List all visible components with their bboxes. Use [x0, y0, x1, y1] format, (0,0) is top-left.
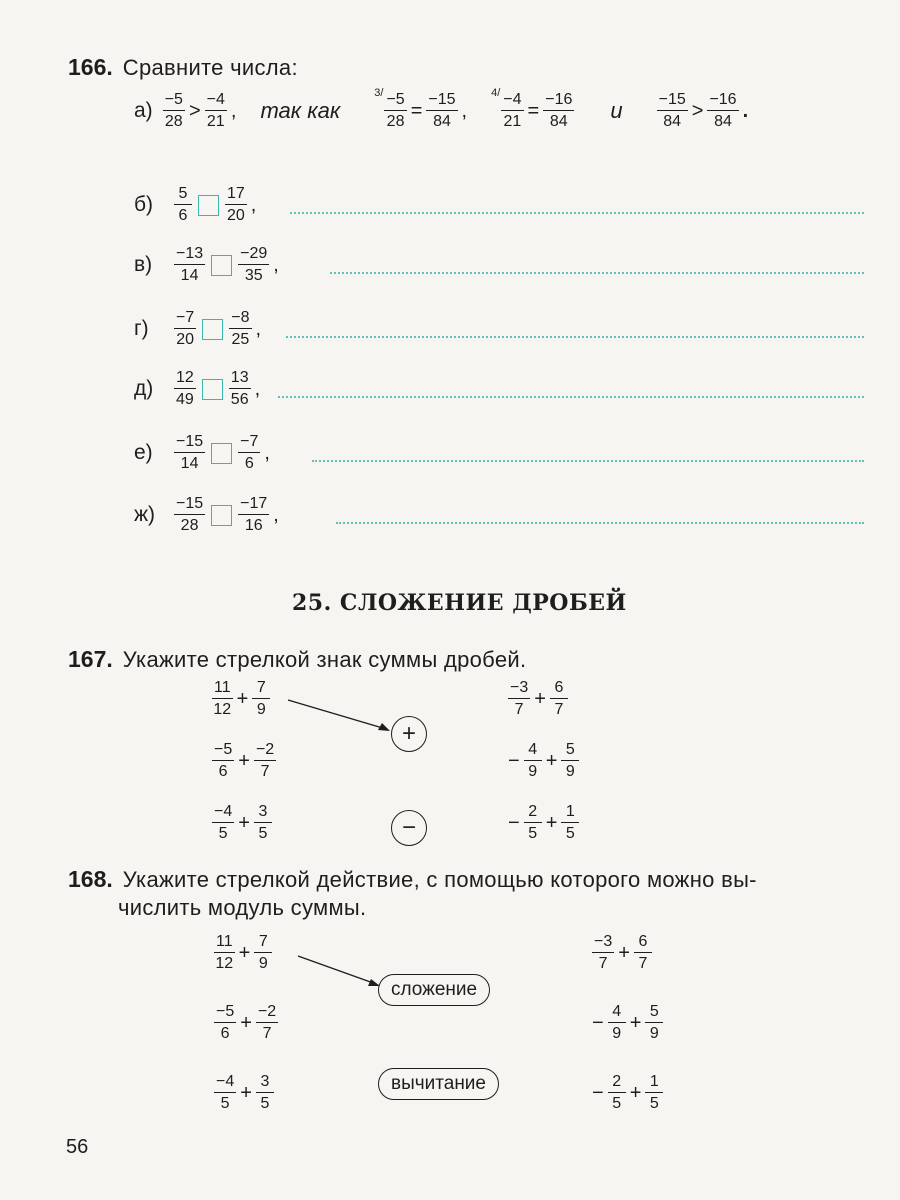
plus-sign: + [240, 1081, 252, 1104]
ex166-item [134, 434, 274, 472]
compare-sign: > [188, 99, 201, 122]
fraction: $\frac{-4}{5}$ [214, 803, 233, 842]
fraction: $\frac{-4}{5}$ [216, 1073, 235, 1112]
plus-sign: + [238, 811, 250, 834]
plus-sign: + [238, 941, 251, 964]
fraction: $\frac{-4}{21}$ [206, 91, 225, 130]
fraction: $\frac{-17}{16}$ [240, 495, 268, 534]
fraction: $\frac{-8}{25}$ [231, 309, 250, 348]
plus-sign: + [238, 749, 250, 772]
item-label: е) [134, 441, 153, 464]
reason-text: так как [260, 98, 341, 123]
answer-line[interactable] [278, 396, 864, 398]
ex166-item [134, 496, 283, 534]
comma: , [273, 253, 279, 276]
plus-sign: + [534, 687, 546, 710]
ex168-arrow [296, 954, 386, 994]
fraction: $\frac{-5}{6}$ [216, 1003, 235, 1042]
plus-sign: + [240, 1011, 252, 1034]
ex166-item [134, 370, 264, 408]
fraction: $\frac{11}{12}$ [215, 933, 234, 972]
page-number: 56 [66, 1136, 89, 1158]
multiplier: 4/ [491, 87, 501, 99]
sum-expression[interactable] [508, 742, 579, 780]
sum-expression[interactable] [508, 804, 579, 842]
ex168-header [68, 866, 757, 921]
unary-minus: − [592, 1011, 604, 1034]
fraction: $\frac{-2}{7}$ [257, 1003, 277, 1042]
fraction: $\frac{-4}{21}$ [503, 91, 522, 130]
comma: , [254, 377, 261, 400]
fraction: $\frac{-29}{35}$ [240, 245, 268, 284]
fraction: $\frac{-13}{14}$ [176, 245, 204, 284]
fraction: $\frac{17}{20}$ [227, 185, 245, 224]
equals-sign: = [410, 99, 423, 122]
fraction: $\frac{1}{5}$ [645, 1074, 663, 1112]
fraction: $\frac{6}{7}$ [550, 680, 568, 718]
plus-sign: + [545, 749, 558, 772]
addition-target[interactable]: сложение [378, 974, 490, 1006]
comparison-answer-box[interactable] [211, 505, 232, 526]
sum-expression[interactable] [592, 1074, 663, 1112]
ex166-item [134, 186, 260, 224]
comma: , [255, 317, 262, 340]
fraction: $\frac{5}{6}$ [174, 186, 192, 224]
item-label: б) [134, 193, 154, 216]
ex166-title: Сравните числа: [122, 54, 298, 80]
sum-expression[interactable] [214, 1004, 278, 1042]
comma: , [230, 99, 237, 122]
fraction: $\frac{-3}{7}$ [594, 933, 613, 972]
comma: , [273, 503, 279, 526]
subtraction-target[interactable]: вычитание [378, 1068, 499, 1100]
fraction: $\frac{6}{7}$ [634, 934, 652, 972]
ex168-text-line2: числить модуль суммы. [118, 895, 367, 920]
fraction: $\frac{-5}{6}$ [214, 741, 233, 780]
fraction: $\frac{1}{5}$ [561, 804, 579, 842]
answer-line[interactable] [286, 336, 864, 338]
fraction: $\frac{-3}{7}$ [510, 679, 529, 718]
unary-minus: − [508, 749, 520, 772]
sum-expression[interactable] [592, 1004, 663, 1042]
plus-sign: + [618, 941, 630, 964]
answer-line[interactable] [290, 212, 864, 214]
fraction: $\frac{-15}{84}$ [658, 91, 686, 130]
ex168-text-line1: Укажите стрелкой действие, с помощью которого можно вы- [122, 866, 757, 892]
sum-expression[interactable] [508, 680, 568, 718]
item-label: ж) [134, 503, 156, 526]
fraction: $\frac{3}{5}$ [254, 804, 272, 842]
fraction: $\frac{11}{12}$ [213, 679, 232, 718]
comparison-answer-box[interactable] [211, 255, 232, 276]
fraction: $\frac{-7}{6}$ [240, 433, 259, 472]
minus-sign-target[interactable] [391, 810, 427, 846]
fraction: $\frac{-15}{14}$ [176, 433, 204, 472]
item-label: г) [134, 317, 149, 340]
sum-expression[interactable] [212, 804, 272, 842]
comma: , [264, 441, 270, 464]
fraction: $\frac{4}{9}$ [524, 742, 542, 780]
ex167-arrow [286, 698, 396, 738]
comparison-answer-box[interactable] [211, 443, 232, 464]
answer-line[interactable] [330, 272, 864, 274]
fraction: $\frac{-16}{84}$ [709, 91, 737, 130]
fraction: $\frac{7}{9}$ [254, 934, 272, 972]
fraction: $\frac{-2}{7}$ [255, 741, 275, 780]
plus-sign: + [629, 1081, 642, 1104]
and-text: и [610, 98, 623, 123]
fraction: $\frac{-7}{20}$ [176, 309, 195, 348]
answer-line[interactable] [336, 522, 864, 524]
fraction: $\frac{5}{9}$ [645, 1004, 663, 1042]
fraction: $\frac{-16}{84}$ [545, 91, 573, 130]
comparison-answer-box[interactable] [202, 379, 223, 400]
ex167-header [68, 646, 526, 673]
ex167-number: 167. [68, 646, 113, 672]
plus-sign: + [545, 811, 558, 834]
comparison-answer-box[interactable] [202, 319, 223, 340]
sum-expression[interactable] [592, 934, 652, 972]
sum-expression[interactable] [212, 680, 270, 718]
minus-sign-icon: − [401, 814, 416, 841]
answer-line[interactable] [312, 460, 864, 462]
fraction: $\frac{13}{56}$ [230, 369, 249, 408]
fraction: $\frac{-5}{28}$ [164, 91, 183, 130]
fraction: $\frac{12}{49}$ [176, 369, 194, 408]
comma: , [250, 193, 257, 216]
sum-expression[interactable] [214, 934, 272, 972]
fraction: $\frac{5}{9}$ [561, 742, 579, 780]
item-label: в) [134, 253, 153, 276]
plus-sign: + [629, 1011, 642, 1034]
unary-minus: − [508, 811, 520, 834]
period: . [742, 99, 749, 122]
fraction: $\frac{2}{5}$ [608, 1074, 626, 1112]
fraction: $\frac{4}{9}$ [608, 1004, 626, 1042]
plus-sign: + [236, 687, 249, 710]
equals-sign: = [527, 99, 540, 122]
multiplier: 3/ [374, 87, 384, 99]
comparison-answer-box[interactable] [198, 195, 219, 216]
ex166-item [134, 310, 265, 348]
ex167-text: Укажите стрелкой знак суммы дробей. [122, 646, 527, 672]
ex166-header [68, 54, 298, 81]
item-label: а) [134, 99, 153, 122]
plus-sign-target[interactable] [391, 716, 427, 752]
fraction: $\frac{7}{9}$ [252, 680, 270, 718]
fraction: $\frac{2}{5}$ [524, 804, 542, 842]
item-label: д) [134, 377, 154, 400]
ex166-item [134, 246, 283, 284]
ex168-number: 168. [68, 866, 113, 892]
ex166-item-a [134, 87, 752, 130]
comma: , [461, 99, 468, 122]
unary-minus: − [592, 1081, 604, 1104]
plus-sign-icon: + [401, 720, 416, 747]
fraction: $\frac{-5}{28}$ [386, 91, 405, 130]
sum-expression[interactable] [214, 1074, 274, 1112]
ex166-number: 166. [68, 54, 113, 80]
section-title: 25. СЛОЖЕНИЕ ДРОБЕЙ [292, 590, 627, 616]
fraction: $\frac{3}{5}$ [256, 1074, 274, 1112]
fraction: $\frac{-15}{28}$ [176, 495, 204, 534]
compare-sign: > [691, 99, 704, 122]
sum-expression[interactable] [212, 742, 276, 780]
fraction: $\frac{-15}{84}$ [428, 91, 456, 130]
